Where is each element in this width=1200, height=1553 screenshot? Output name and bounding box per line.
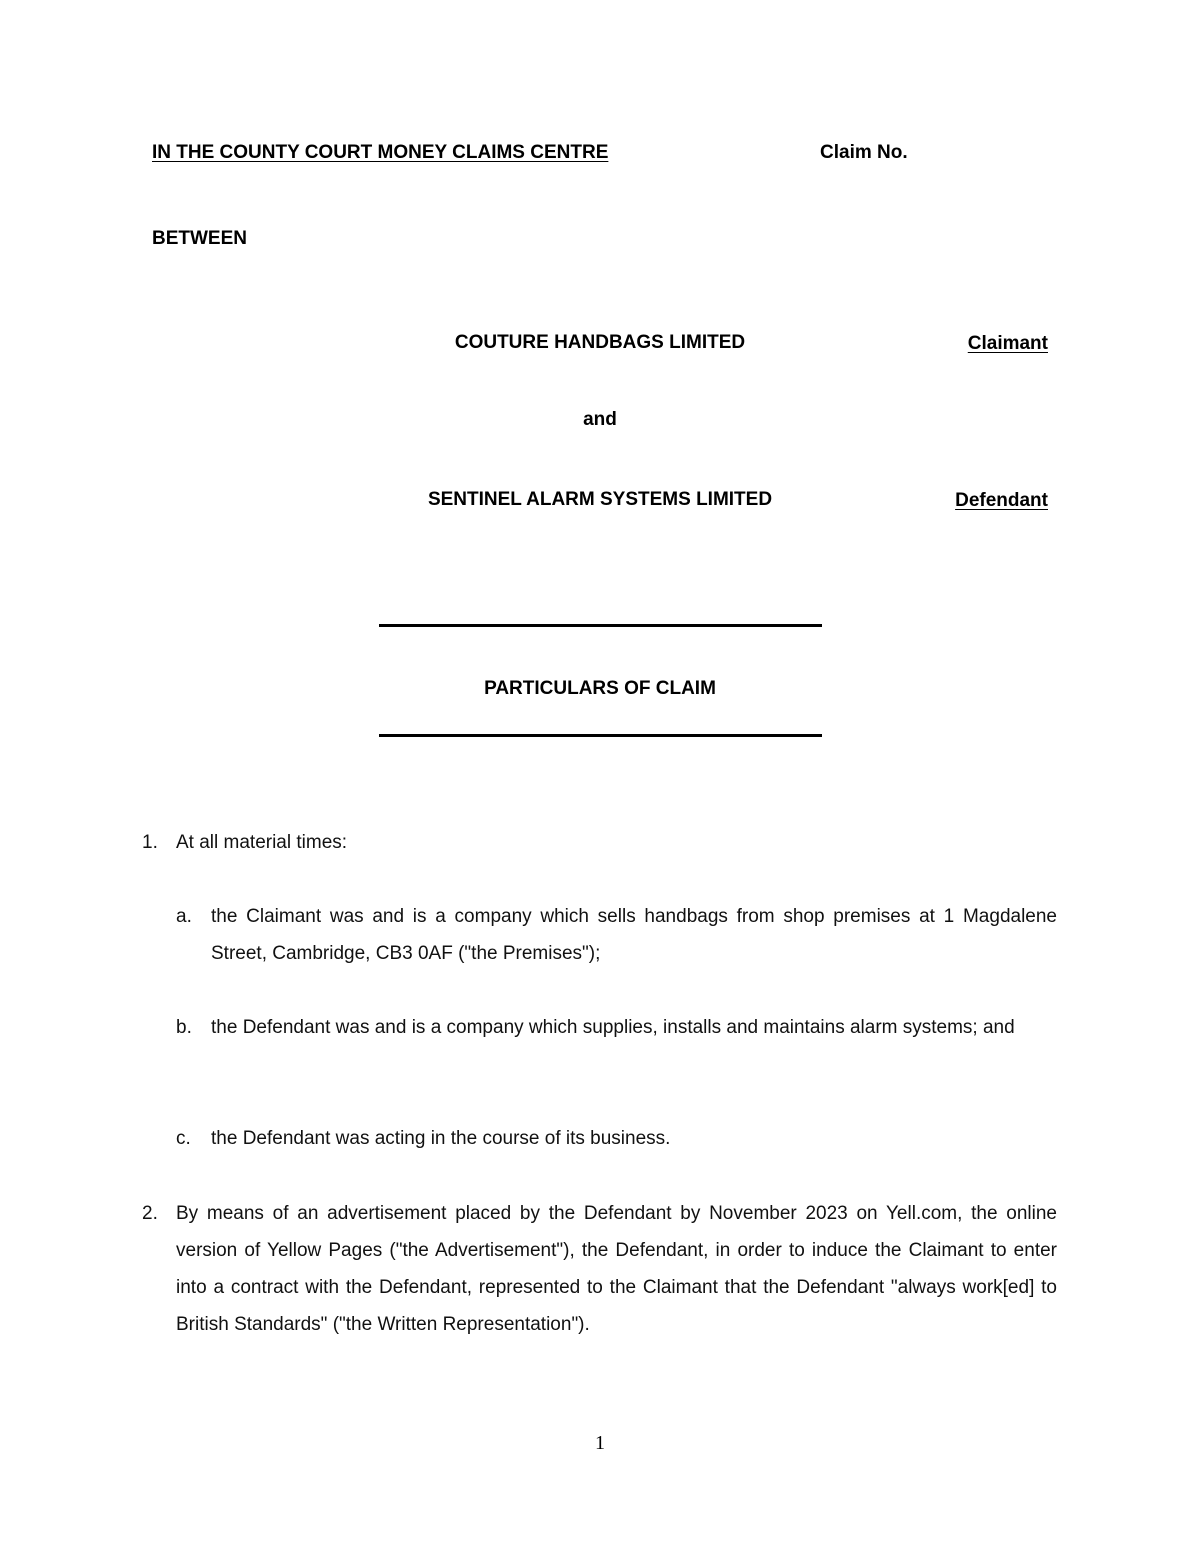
claim-number-label: Claim No. <box>820 142 908 163</box>
title-rule-bottom <box>379 734 822 737</box>
claimant-role: Claimant <box>967 333 1048 354</box>
and-label: and <box>583 409 617 430</box>
page-number: 1 <box>595 1432 605 1454</box>
claimant-name: COUTURE HANDBAGS LIMITED <box>454 332 746 353</box>
sub-item-letter: a. <box>176 906 192 927</box>
document-title: PARTICULARS OF CLAIM <box>484 678 716 699</box>
paragraph-number: 2. <box>142 1203 158 1224</box>
sub-item-text: the Defendant was acting in the course of its business. <box>211 1128 671 1149</box>
court-title: IN THE COUNTY COURT MONEY CLAIMS CENTRE <box>152 142 609 163</box>
between-label: BETWEEN <box>152 228 247 249</box>
sub-item-letter: c. <box>176 1128 191 1149</box>
title-rule-top <box>379 624 822 627</box>
sub-item-text: the Defendant was and is a company which supplies, installs and maintains alarm systems; and <box>211 1017 1015 1038</box>
defendant-role: Defendant <box>955 490 1048 511</box>
defendant-name: SENTINEL ALARM SYSTEMS LIMITED <box>427 489 773 510</box>
sub-item-letter: b. <box>176 1017 192 1038</box>
paragraph-text: At all material times: <box>176 832 348 853</box>
sub-item-text: the Claimant was and is a company which sells handbags from shop premises at 1 Magdalene Street, Cambridge, CB3 0AF ("the Premises"); <box>211 906 1057 964</box>
paragraph-number: 1. <box>142 832 158 853</box>
paragraph-text: By means of an advertisement placed by the Defendant by November 2023 on Yell.com, the online version of Yellow Pages ("the Advertisement"), the Defendant, in order to induce the Claimant to enter into a contract with the Defendant, represented to the Claimant that the Defendant "always work[ed] to British Standards" ("the Written Representation"). <box>176 1203 1057 1335</box>
